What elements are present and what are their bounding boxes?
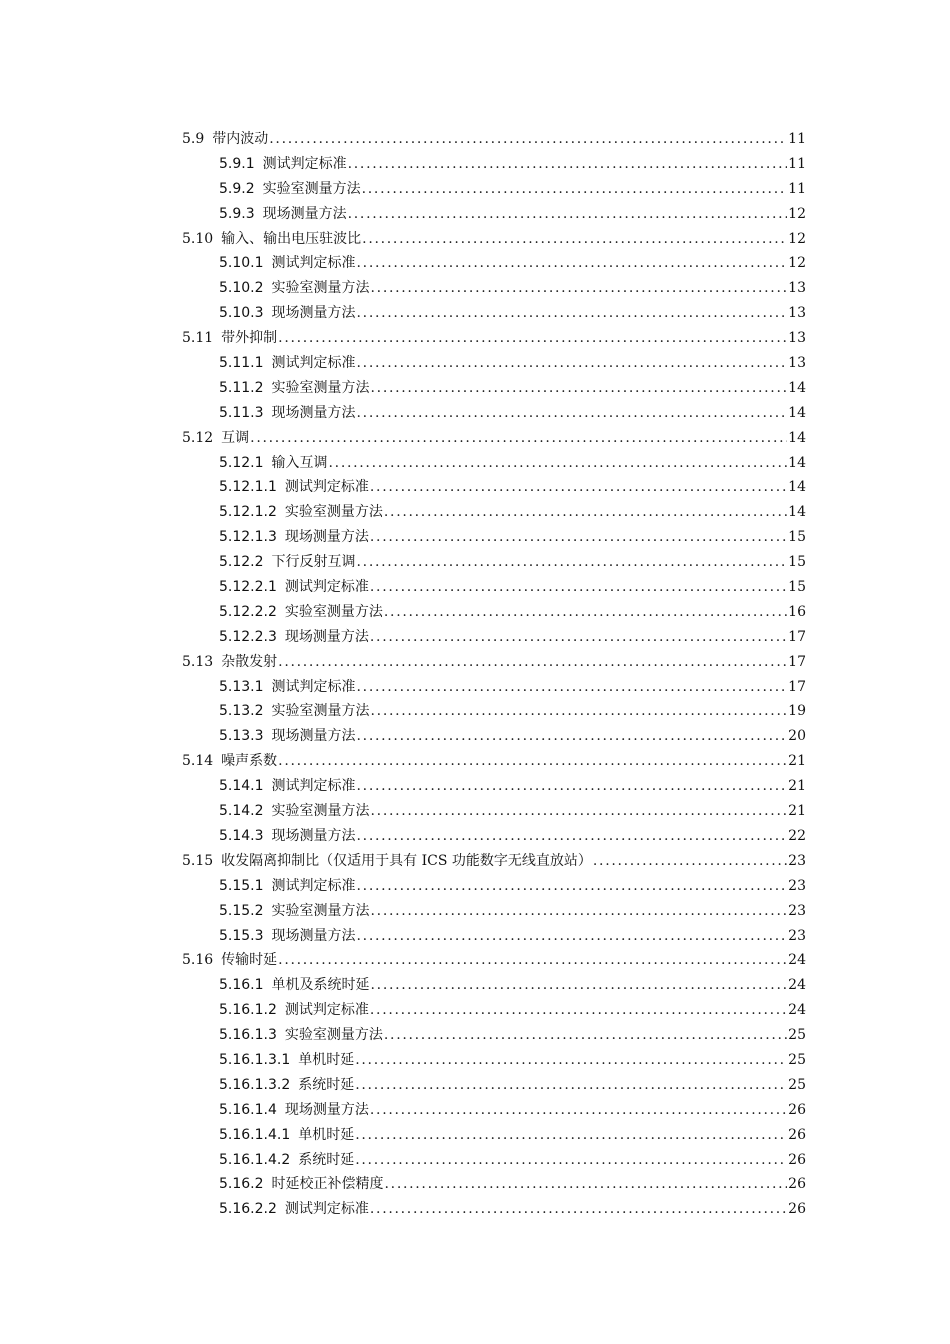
- toc-entry-title: 实验室测量方法: [284, 603, 383, 620]
- toc-entry-label: [219, 799, 370, 824]
- toc-leader-dots: [357, 301, 788, 326]
- toc-entry-page-number: 14: [788, 454, 806, 471]
- toc-leader-dots: [355, 1148, 787, 1173]
- toc-entry-number: 5.16.1.4: [219, 1101, 277, 1118]
- toc-entry-number: 5.10.3: [219, 305, 264, 322]
- toc-entry[interactable]: [182, 1048, 806, 1073]
- toc-entry-label: [182, 127, 268, 152]
- toc-entry-title: 测试判定标准: [284, 1201, 369, 1218]
- toc-entry-label: [219, 774, 356, 799]
- toc-entry-number: 5.10.1: [219, 255, 264, 272]
- toc-entry[interactable]: [182, 749, 806, 774]
- toc-entry-page-number: 21: [788, 803, 806, 820]
- toc-entry-title: 系统时延: [298, 1151, 355, 1168]
- toc-leader-dots: [384, 1023, 787, 1048]
- toc-entry-number: 5.11.3: [219, 404, 264, 421]
- toc-entry-page-number: 17: [788, 678, 806, 695]
- toc-entry-page-number: 19: [788, 703, 806, 720]
- toc-entry-number: 5.12.2.2: [219, 603, 277, 620]
- toc-entry-title: 测试判定标准: [284, 579, 369, 596]
- toc-entry-title: 测试判定标准: [284, 479, 369, 496]
- toc-entry-page-number: 21: [788, 753, 806, 770]
- toc-entry-number: 5.9: [182, 131, 205, 147]
- toc-entry-label: [219, 301, 356, 326]
- toc-entry[interactable]: [182, 1197, 806, 1222]
- toc-entry-number: 5.13: [182, 653, 214, 670]
- toc-entry-title: 测试判定标准: [262, 155, 347, 172]
- toc-leader-dots: [348, 202, 788, 227]
- toc-leader-dots: [384, 500, 787, 525]
- toc-entry-page-number: 15: [788, 529, 806, 546]
- toc-entry-page-number: 26: [788, 1201, 806, 1218]
- toc-entry-title: 现场测量方法: [262, 205, 347, 222]
- toc-entry-page-number: 12: [788, 230, 806, 247]
- toc-entry-title: 实验室测量方法: [284, 1027, 383, 1044]
- toc-entry-title: 杂散发射: [221, 653, 278, 670]
- toc-entry-label: [219, 1073, 354, 1098]
- toc-entry[interactable]: [182, 824, 806, 849]
- toc-entry-label: [219, 724, 356, 749]
- toc-entry-number: 5.16.1.3: [219, 1027, 277, 1044]
- toc-entry-label: [219, 1172, 384, 1197]
- toc-entry-number: 5.16.2: [219, 1176, 264, 1193]
- toc-entry-title: 传输时延: [221, 952, 278, 969]
- toc-entry-label: [219, 824, 356, 849]
- toc-entry-label: [219, 202, 347, 227]
- toc-entry-title: 系统时延: [298, 1076, 355, 1093]
- toc-entry-page-number: 11: [788, 180, 806, 197]
- toc-entry-title: 现场测量方法: [271, 827, 356, 844]
- toc-entry-number: 5.14: [182, 753, 214, 770]
- toc-leader-dots: [348, 152, 788, 177]
- toc-entry-label: [182, 948, 277, 973]
- toc-entry[interactable]: [182, 699, 806, 724]
- toc-entry-number: 5.12.1.2: [219, 504, 277, 521]
- toc-entry-number: 5.12.1.3: [219, 529, 277, 546]
- toc-entry-title: 时延校正补偿精度: [271, 1176, 384, 1193]
- toc-entry[interactable]: [182, 227, 806, 252]
- toc-entry-title: 单机时延: [298, 1126, 355, 1143]
- toc-entry[interactable]: [182, 675, 806, 700]
- toc-entry[interactable]: [182, 1172, 806, 1197]
- toc-entry[interactable]: [182, 899, 806, 924]
- toc-entry-page-number: 14: [788, 479, 806, 496]
- toc-entry-label: [219, 276, 370, 301]
- toc-entry-title: 收发隔离抑制比（仅适用于具有 ICS 功能数字无线直放站）: [221, 852, 592, 869]
- toc-entry[interactable]: [182, 774, 806, 799]
- toc-leader-dots: [250, 426, 787, 451]
- toc-entry-page-number: 24: [788, 977, 806, 994]
- toc-leader-dots: [362, 227, 787, 252]
- toc-entry-label: [219, 451, 328, 476]
- toc-entry-page-number: 17: [788, 628, 806, 645]
- toc-entry-number: 5.9.3: [219, 205, 255, 222]
- toc-entry[interactable]: [182, 849, 806, 874]
- toc-entry-page-number: 25: [788, 1027, 806, 1044]
- toc-entry-title: 互调: [221, 429, 250, 446]
- toc-entry-title: 测试判定标准: [271, 255, 356, 272]
- toc-entry-page-number: 26: [788, 1126, 806, 1143]
- toc-entry-page-number: 24: [788, 952, 806, 969]
- toc-leader-dots: [355, 1048, 787, 1073]
- toc-entry-title: 实验室测量方法: [262, 180, 361, 197]
- toc-entry-number: 5.13.2: [219, 703, 264, 720]
- toc-entry-number: 5.16.1.2: [219, 1002, 277, 1019]
- toc-entry-label: [219, 1098, 369, 1123]
- toc-entry[interactable]: [182, 451, 806, 476]
- toc-entry-label: [219, 177, 361, 202]
- toc-entry-number: 5.14.1: [219, 778, 264, 795]
- toc-entry-page-number: 16: [788, 603, 806, 620]
- toc-entry-number: 5.9.2: [219, 180, 255, 197]
- toc-entry-number: 5.12.1: [219, 454, 264, 471]
- toc-leader-dots: [370, 525, 787, 550]
- toc-entry-page-number: 14: [788, 404, 806, 421]
- toc-leader-dots: [278, 948, 787, 973]
- toc-entry[interactable]: [182, 177, 806, 202]
- toc-entry-title: 实验室测量方法: [284, 504, 383, 521]
- table-of-contents: [182, 127, 806, 1222]
- toc-entry-page-number: 25: [788, 1051, 806, 1068]
- toc-leader-dots: [278, 749, 787, 774]
- toc-entry-page-number: 13: [788, 280, 806, 297]
- toc-entry-label: [219, 401, 356, 426]
- toc-entry-number: 5.14.2: [219, 803, 264, 820]
- toc-entry-title: 实验室测量方法: [271, 280, 370, 297]
- toc-leader-dots: [278, 650, 787, 675]
- toc-entry-number: 5.12: [182, 429, 214, 446]
- toc-entry-number: 5.13.1: [219, 678, 264, 695]
- toc-entry[interactable]: [182, 550, 806, 575]
- toc-entry-title: 单机时延: [298, 1051, 355, 1068]
- toc-entry[interactable]: [182, 973, 806, 998]
- toc-entry-title: 带内波动: [212, 131, 269, 147]
- toc-leader-dots: [357, 675, 788, 700]
- toc-entry-page-number: 23: [788, 852, 806, 869]
- toc-entry[interactable]: [182, 301, 806, 326]
- toc-entry[interactable]: [182, 475, 806, 500]
- toc-entry[interactable]: [182, 326, 806, 351]
- toc-entry[interactable]: [182, 276, 806, 301]
- toc-leader-dots: [370, 575, 787, 600]
- toc-leader-dots: [357, 874, 788, 899]
- toc-leader-dots: [357, 924, 788, 949]
- toc-entry-page-number: 26: [788, 1176, 806, 1193]
- toc-entry[interactable]: [182, 799, 806, 824]
- toc-entry[interactable]: [182, 724, 806, 749]
- toc-leader-dots: [385, 1172, 788, 1197]
- toc-entry-page-number: 20: [788, 728, 806, 745]
- toc-entry[interactable]: [182, 650, 806, 675]
- toc-entry-label: [219, 550, 356, 575]
- toc-entry-label: [219, 600, 383, 625]
- toc-entry-title: 输入、输出电压驻波比: [221, 230, 362, 247]
- toc-entry-label: [219, 973, 370, 998]
- toc-entry-title: 现场测量方法: [271, 728, 356, 745]
- toc-entry-label: [182, 650, 277, 675]
- toc-leader-dots: [269, 127, 787, 152]
- toc-entry-label: [182, 849, 592, 874]
- toc-entry-page-number: 13: [788, 355, 806, 372]
- toc-entry-page-number: 25: [788, 1076, 806, 1093]
- toc-entry-title: 现场测量方法: [271, 305, 356, 322]
- toc-entry-page-number: 21: [788, 778, 806, 795]
- toc-entry-page-number: 15: [788, 554, 806, 571]
- toc-entry-label: [219, 575, 369, 600]
- toc-entry[interactable]: [182, 152, 806, 177]
- toc-entry-page-number: 11: [788, 131, 806, 147]
- toc-entry-label: [219, 899, 370, 924]
- toc-entry-label: [219, 675, 356, 700]
- toc-leader-dots: [357, 724, 788, 749]
- toc-entry-label: [219, 251, 356, 276]
- toc-leader-dots: [370, 475, 787, 500]
- toc-entry-page-number: 11: [788, 155, 806, 172]
- toc-entry-number: 5.10.2: [219, 280, 264, 297]
- toc-leader-dots: [355, 1123, 787, 1148]
- toc-entry-number: 5.11: [182, 330, 214, 347]
- toc-entry-page-number: 23: [788, 902, 806, 919]
- toc-entry-page-number: 14: [788, 504, 806, 521]
- toc-entry-title: 现场测量方法: [271, 404, 356, 421]
- toc-entry-title: 下行反射互调: [271, 554, 356, 571]
- toc-entry-label: [219, 351, 356, 376]
- toc-entry-page-number: 13: [788, 330, 806, 347]
- toc-entry-page-number: 14: [788, 429, 806, 446]
- toc-entry[interactable]: [182, 1098, 806, 1123]
- toc-entry-number: 5.12.2.3: [219, 628, 277, 645]
- toc-entry-label: [219, 924, 356, 949]
- toc-leader-dots: [384, 600, 787, 625]
- toc-entry-number: 5.16.1: [219, 977, 264, 994]
- toc-entry-number: 5.11.1: [219, 355, 264, 372]
- toc-entry[interactable]: [182, 924, 806, 949]
- toc-entry-label: [219, 699, 370, 724]
- toc-entry-title: 现场测量方法: [271, 927, 356, 944]
- toc-entry-label: [182, 749, 277, 774]
- toc-entry-number: 5.12.2.1: [219, 579, 277, 596]
- toc-entry[interactable]: [182, 500, 806, 525]
- toc-entry[interactable]: [182, 625, 806, 650]
- toc-entry-label: [219, 500, 383, 525]
- toc-entry-title: 实验室测量方法: [271, 703, 370, 720]
- toc-entry-number: 5.15.2: [219, 902, 264, 919]
- toc-entry[interactable]: [182, 376, 806, 401]
- toc-entry-title: 测试判定标准: [271, 778, 356, 795]
- toc-entry[interactable]: [182, 948, 806, 973]
- toc-leader-dots: [357, 251, 788, 276]
- toc-entry-number: 5.10: [182, 230, 214, 247]
- toc-entry-title: 单机及系统时延: [271, 977, 370, 994]
- toc-entry-label: [182, 326, 277, 351]
- toc-entry-label: [182, 227, 361, 252]
- toc-entry-number: 5.15.1: [219, 877, 264, 894]
- toc-entry-number: 5.16.1.4.2: [219, 1151, 291, 1168]
- toc-entry[interactable]: [182, 202, 806, 227]
- toc-entry-title: 实验室测量方法: [271, 902, 370, 919]
- toc-entry-number: 5.15.3: [219, 927, 264, 944]
- toc-leader-dots: [329, 451, 788, 476]
- toc-entry-page-number: 12: [788, 205, 806, 222]
- toc-entry-number: 5.13.3: [219, 728, 264, 745]
- toc-leader-dots: [357, 774, 788, 799]
- toc-entry-page-number: 15: [788, 579, 806, 596]
- toc-entry-number: 5.14.3: [219, 827, 264, 844]
- toc-entry-page-number: 26: [788, 1101, 806, 1118]
- toc-entry-title: 实验室测量方法: [271, 803, 370, 820]
- toc-leader-dots: [371, 973, 788, 998]
- toc-leader-dots: [370, 998, 787, 1023]
- toc-entry-label: [219, 1023, 383, 1048]
- toc-entry-label: [182, 426, 249, 451]
- toc-entry[interactable]: [182, 251, 806, 276]
- toc-entry-label: [219, 376, 370, 401]
- toc-entry-page-number: 23: [788, 927, 806, 944]
- toc-entry[interactable]: [182, 575, 806, 600]
- toc-entry-number: 5.11.2: [219, 379, 264, 396]
- toc-entry-number: 5.16.2.2: [219, 1201, 277, 1218]
- toc-leader-dots: [371, 899, 788, 924]
- toc-leader-dots: [371, 276, 788, 301]
- toc-entry-title: 噪声系数: [221, 753, 278, 770]
- toc-entry[interactable]: [182, 1123, 806, 1148]
- toc-leader-dots: [593, 849, 787, 874]
- toc-entry[interactable]: [182, 426, 806, 451]
- toc-entry-label: [219, 152, 347, 177]
- toc-leader-dots: [355, 1073, 787, 1098]
- toc-leader-dots: [357, 824, 788, 849]
- toc-entry[interactable]: [182, 874, 806, 899]
- toc-entry-number: 5.16.1.3.1: [219, 1051, 291, 1068]
- toc-entry-number: 5.12.2: [219, 554, 264, 571]
- toc-entry-title: 测试判定标准: [271, 355, 356, 372]
- toc-entry-number: 5.16: [182, 952, 214, 969]
- toc-leader-dots: [371, 376, 788, 401]
- toc-entry[interactable]: [182, 127, 806, 152]
- toc-entry[interactable]: [182, 351, 806, 376]
- toc-leader-dots: [370, 625, 787, 650]
- toc-leader-dots: [370, 1098, 787, 1123]
- toc-entry-page-number: 22: [788, 827, 806, 844]
- toc-entry[interactable]: [182, 998, 806, 1023]
- toc-entry-title: 带外抑制: [221, 330, 278, 347]
- toc-entry-page-number: 17: [788, 653, 806, 670]
- toc-entry-page-number: 12: [788, 255, 806, 272]
- toc-leader-dots: [278, 326, 787, 351]
- toc-leader-dots: [371, 799, 788, 824]
- toc-entry-number: 5.15: [182, 852, 214, 869]
- toc-entry-number: 5.16.1.3.2: [219, 1076, 291, 1093]
- toc-entry-number: 5.16.1.4.1: [219, 1126, 291, 1143]
- toc-entry-title: 测试判定标准: [271, 877, 356, 894]
- toc-entry-title: 测试判定标准: [284, 1002, 369, 1019]
- toc-entry-title: 现场测量方法: [284, 529, 369, 546]
- toc-entry-label: [219, 874, 356, 899]
- toc-entry-label: [219, 998, 369, 1023]
- toc-entry-title: 实验室测量方法: [271, 379, 370, 396]
- toc-leader-dots: [357, 351, 788, 376]
- toc-entry[interactable]: [182, 1023, 806, 1048]
- toc-entry-page-number: 23: [788, 877, 806, 894]
- toc-entry-title: 现场测量方法: [284, 1101, 369, 1118]
- toc-entry-label: [219, 625, 369, 650]
- toc-entry-number: 5.12.1.1: [219, 479, 277, 496]
- toc-leader-dots: [362, 177, 788, 202]
- toc-leader-dots: [371, 699, 788, 724]
- toc-entry[interactable]: [182, 1073, 806, 1098]
- toc-entry-label: [219, 525, 369, 550]
- toc-entry-page-number: 24: [788, 1002, 806, 1019]
- toc-entry[interactable]: [182, 600, 806, 625]
- toc-leader-dots: [370, 1197, 787, 1222]
- toc-leader-dots: [357, 550, 788, 575]
- toc-entry[interactable]: [182, 525, 806, 550]
- toc-entry-label: [219, 1048, 354, 1073]
- toc-entry-label: [219, 475, 369, 500]
- toc-entry-page-number: 14: [788, 379, 806, 396]
- toc-leader-dots: [357, 401, 788, 426]
- toc-entry-label: [219, 1197, 369, 1222]
- toc-entry-label: [219, 1148, 354, 1173]
- toc-entry-title: 测试判定标准: [271, 678, 356, 695]
- toc-entry-label: [219, 1123, 354, 1148]
- toc-entry-page-number: 13: [788, 305, 806, 322]
- toc-entry[interactable]: [182, 1148, 806, 1173]
- toc-entry-page-number: 26: [788, 1151, 806, 1168]
- toc-entry-number: 5.9.1: [219, 155, 255, 172]
- toc-entry-title: 现场测量方法: [284, 628, 369, 645]
- toc-entry[interactable]: [182, 401, 806, 426]
- toc-entry-title: 输入互调: [271, 454, 328, 471]
